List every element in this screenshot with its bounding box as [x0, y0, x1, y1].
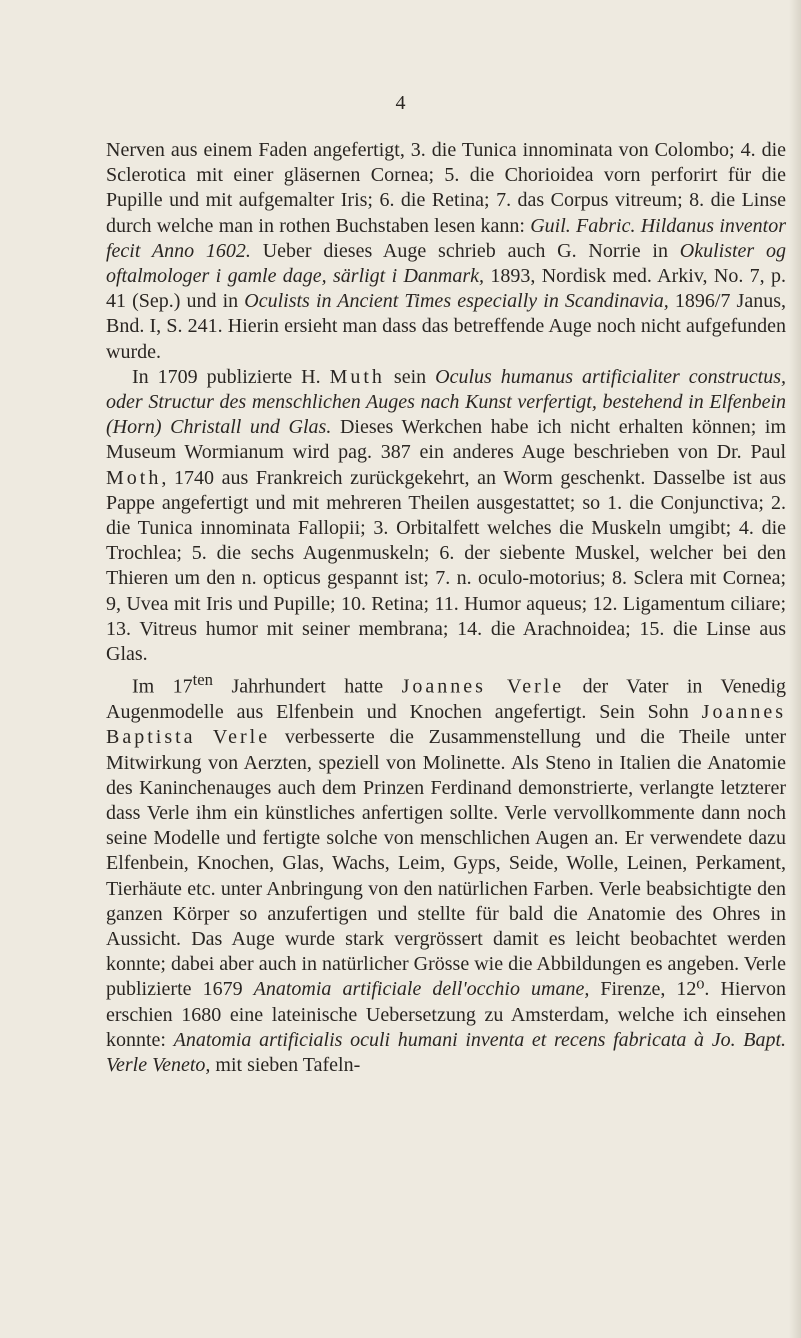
text-run: 1893, Nordisk med. Arkiv, No. 7, p. 41 (Sep.) und in	[106, 265, 786, 313]
italic-title-text: Anatomia artificiale dell'occhio umane,	[253, 978, 590, 1001]
spaced-name-text: Joannes Baptista Verle	[106, 701, 786, 749]
text-run: , 1740 aus Frankreich zurückgekehrt, an Worm geschenkt. Dasselbe ist aus Pappe angefertigt und mit mehreren Theilen ausgestattet; so 1. die Conjunctiva; 2. die Tunica innominata Fallopii; 3. Orbitalfett welches die Muskeln umgibt; 4. die Trochlea; 5. die sechs Augenmuskeln; 6. der siebente Muskel, welcher bei den Thieren um den n. opticus gespannt ist; 7. n. oculo-motorius; 8. Sclera mit Cornea; 9, Uvea mit Iris und Pupille; 10. Retina; 11. Humor aqueus; 12. Ligamentum ciliare; 13. Vitreus humor mit seiner membrana; 14. die Arachnoidea; 15. die Linse aus Glas.	[106, 466, 786, 666]
spaced-name-text: Moth	[106, 466, 162, 489]
text-run: In 1709 publizierte H.	[132, 365, 330, 388]
text-run: verbesserte die Zusammenstellung und die Theile unter Mitwirkung von Aerzten, speziell von Molinette. Als Steno in Italien die Anatomie des Kaninchenauges auch dem Prinzen Ferdinand demonstrierte, verlangte letzterer dass Verle ihm ein künstliches anfertigen sollte. Verle vervollkommente dann noch seine Modelle und fertigte solche von menschlichen Augen an. Er verwendete dazu Elfenbein, Knochen, Glas, Wachs, Leim, Gyps, Seide, Wolle, Leinen, Perkament, Tierhäute etc. unter Anbringung von den natürlichen Farben. Verle beabsichtigte den ganzen Körper so anzufertigen und stellte für bald die Anatomie des Ohres in Aussicht. Das Auge wurde stark vergrössert damit es leicht beobachtet werden konnte; dabei aber auch in natürlicher Grösse wie die Abbildungen es angeben. Verle publizierte 1679	[106, 726, 786, 1001]
italic-title-text: Oculus humanus artificialiter constructus, oder Structur des menschlichen Auges nach Kunst verfertigt, bestehend in Elfenbein (Horn) Christall und Glas.	[106, 365, 786, 439]
paragraph	[106, 667, 786, 1078]
page-edge-shadow	[789, 0, 801, 1338]
paragraph	[106, 138, 786, 365]
page-number: 4	[395, 92, 406, 114]
italic-title-text: Anatomia artificialis oculi humani inventa et recens fabricata à Jo. Bapt. Verle Veneto,	[106, 1028, 787, 1076]
body-text	[106, 138, 786, 1078]
text-run: Im 17	[132, 675, 193, 698]
text-run: Jahrhundert hatte	[213, 675, 402, 698]
text-run: der Vater in Venedig Augenmodelle aus Elfenbein und Knochen angefertigt. Sein Sohn	[106, 675, 787, 724]
spaced-name-text: Muth	[329, 365, 385, 388]
text-run: sein	[384, 365, 436, 388]
text-run: Ueber dieses Auge schrieb auch G. Norrie in	[250, 239, 680, 262]
text-run: Dieses Werkchen habe ich nicht erhalten können; im Museum Wormianum wird pag. 387 ein anderes Auge beschrieben von Dr. Paul	[106, 416, 786, 464]
superscript-text: ten	[192, 670, 214, 690]
italic-title-text: Guil. Fabric. Hildanus inventor fecit Anno 1602.	[106, 214, 786, 262]
text-run: mit sieben Tafeln-	[210, 1053, 361, 1076]
spaced-name-text: Joannes Verle	[401, 675, 565, 698]
italic-title-text: Oculists in Ancient Times especially in Scandinavia,	[244, 290, 669, 313]
text-run: 1896/7 Janus, Bnd. I, S. 241. Hierin ersieht man dass das betreffende Auge noch nicht aufgefunden wurde.	[106, 290, 786, 363]
text-run: Firenze, 12⁰. Hiervon erschien 1680 eine lateinische Uebersetzung zu Amsterdam, welche ich einsehen konnte:	[106, 978, 786, 1051]
italic-title-text: Okulister og oftalmologer i gamle dage, särligt i Danmark,	[106, 239, 787, 288]
text-run: Nerven aus einem Faden angefertigt, 3. die Tunica innominata von Colombo; 4. die Sclerotica mit einer gläsernen Cornea; 5. die Chorioidea vorn perforirt für die Pupille und mit aufgemalter Iris; 6. die Retina; 7. das Corpus vitreum; 8. die Linse durch welche man in rothen Buchstaben lesen kann:	[106, 139, 786, 237]
paragraph	[106, 365, 786, 667]
